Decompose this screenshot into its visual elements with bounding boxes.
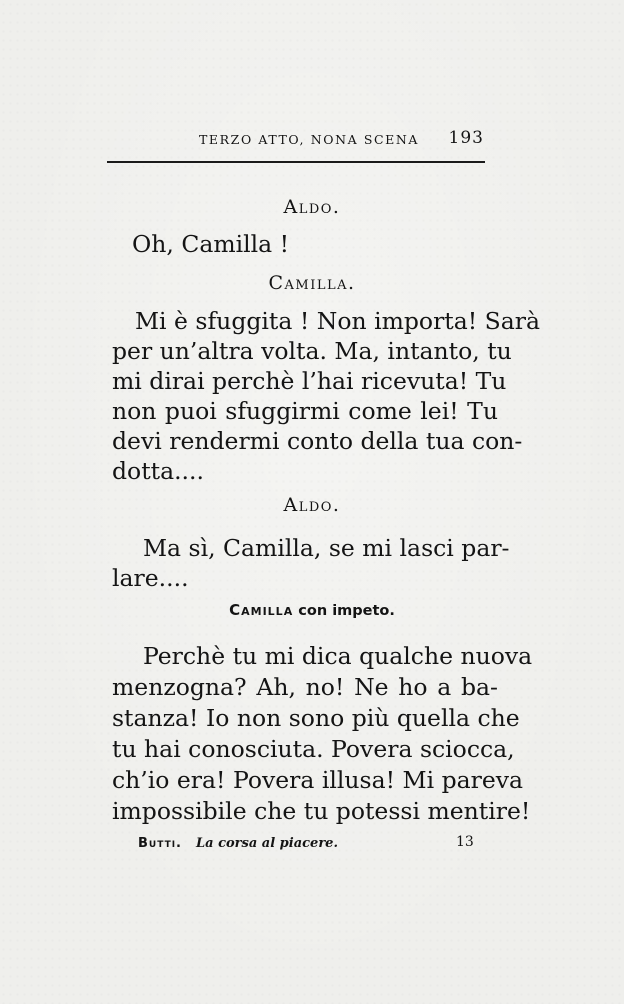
dialogue-line: ch’io era! Povera illusa! Mi pareva xyxy=(112,766,524,794)
footer-author: Butti. xyxy=(138,836,182,851)
dialogue-line: per un’altra volta. Ma, intanto, tu xyxy=(112,337,512,365)
dialogue-line: Perchè tu mi dica qualche nuova xyxy=(143,642,533,670)
speaker-name: Camilla. xyxy=(268,272,356,294)
dialogue-line: menzogna? Ah, no! Ne ho a ba- xyxy=(112,673,498,701)
dialogue-line: lare.... xyxy=(112,564,189,592)
dialogue-line: Oh, Camilla ! xyxy=(132,230,290,258)
footer-title: La corsa al piacere. xyxy=(196,836,338,851)
speaker-heading xyxy=(0,601,624,619)
dialogue-line: devi rendermi conto della tua con- xyxy=(112,427,523,455)
speaker-name: Aldo. xyxy=(283,494,341,516)
dialogue-line: mi dirai perchè l’hai ricevuta! Tu xyxy=(112,367,507,395)
page-number: 193 xyxy=(448,128,484,148)
running-head xyxy=(108,128,488,152)
dialogue-line: stanza! Io non sono più quella che xyxy=(112,704,520,732)
dialogue-line: Ma sì, Camilla, se mi lasci par- xyxy=(143,534,510,562)
dialogue-line: tu hai conosciuta. Povera sciocca, xyxy=(112,735,515,763)
speaker-name: Camilla xyxy=(229,601,294,619)
dialogue-line: impossibile che tu potessi mentire! xyxy=(112,797,531,825)
header-rule xyxy=(107,161,485,163)
dialogue-line: non puoi sfuggirmi come lei! Tu xyxy=(112,397,498,425)
stage-direction: con impeto. xyxy=(298,603,395,619)
running-head-title: TERZO ATTO, NONA SCENA xyxy=(199,132,420,147)
page-footer xyxy=(0,834,624,858)
signature-mark: 13 xyxy=(456,834,474,850)
dialogue-line: dotta.... xyxy=(112,457,204,485)
dialogue-line: Mi è sfuggita ! Non importa! Sarà xyxy=(135,307,541,335)
speaker-name: Aldo. xyxy=(283,196,341,218)
